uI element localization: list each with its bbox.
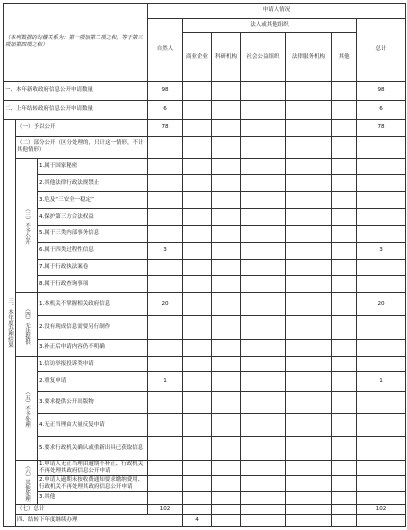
cell-total: 102: [357, 504, 406, 515]
cell-natural: 98: [148, 81, 183, 100]
cell-total: 20: [357, 293, 406, 316]
cell-natural: [148, 225, 183, 242]
table-row: [4, 492, 406, 505]
cell-total: [357, 357, 406, 372]
cell-natural: [148, 414, 183, 437]
row-label: 8.属于行政查询事项: [38, 276, 148, 293]
cell-total: [357, 392, 406, 414]
table-row: [4, 242, 406, 259]
cell-total: [357, 316, 406, 339]
row-label: 1.属于国家秘密: [38, 158, 148, 175]
cell-natural: 3: [148, 242, 183, 259]
cell-natural: [148, 460, 183, 476]
row-label: 4.保护第三方合法权益: [38, 209, 148, 226]
header-research-institution: 科研机构: [212, 33, 241, 81]
cell-total: [357, 192, 406, 209]
row-label: 7.属于行政执法案卷: [38, 259, 148, 276]
row-label: 4.无正当理由大量反复申请: [38, 414, 148, 437]
cell-total: [357, 437, 406, 460]
row-label: 2.其他法律行政法规禁止: [38, 175, 148, 192]
cell-natural: 78: [148, 119, 183, 136]
row-label: 3.危及“三安全一稳定”: [38, 192, 148, 209]
cell-total: [357, 225, 406, 242]
row-label: 1.信访举报投诉类申请: [38, 357, 148, 372]
table-row: [4, 460, 406, 476]
group-label-not-disclosed: （三）不予公开: [16, 158, 38, 293]
table-row: [4, 225, 406, 242]
row-label: 5.属于三类内部事务信息: [38, 225, 148, 242]
cell-total: 78: [357, 119, 406, 136]
table-row: [4, 414, 406, 437]
cell-natural: [148, 437, 183, 460]
cell-natural: 102: [148, 504, 183, 515]
row-label: 6.属于四类过程性信息: [38, 242, 148, 259]
cell-natural: [148, 158, 183, 175]
row-label: （二）部分公开（区分处理的，只计这一情形，不计其他情形）: [16, 136, 148, 158]
cell-natural: [148, 492, 183, 505]
table-row: [4, 293, 406, 316]
table-row: [4, 515, 406, 527]
cell-natural: [148, 476, 183, 492]
header-commercial-enterprise: 商业企业: [183, 33, 212, 81]
row-label: 2.申请人逾期未按收费通知要求缴纳费用、行政机关不再处理其政府信息公开申请: [38, 476, 148, 492]
table-row: [4, 175, 406, 192]
cell-natural: [148, 357, 183, 372]
table-row: [4, 372, 406, 392]
header-applicant-situation: 申请人情况: [148, 4, 406, 19]
cell-natural: [148, 392, 183, 414]
cell-natural: [148, 316, 183, 339]
table-row: [4, 276, 406, 293]
cell-total: [357, 175, 406, 192]
header-natural-person: 自然人: [148, 18, 183, 81]
header-other: 其他: [332, 33, 357, 81]
header-social-welfare-org: 社会公益组织: [241, 33, 286, 81]
cell-total: 98: [357, 81, 406, 100]
cell-total: [357, 276, 406, 293]
table-row: [4, 192, 406, 209]
row-label: 2.没有现成信息需要另行制作: [38, 316, 148, 339]
row-label: 3.其他: [38, 492, 148, 505]
row-label: （七）总计: [16, 504, 148, 515]
cell-total: [357, 492, 406, 505]
disclosure-table-page: [3, 3, 405, 527]
cell-natural: [148, 192, 183, 209]
row-label: 5.要求行政机关确认或重新出具已获取信息: [38, 437, 148, 460]
table-row: [4, 316, 406, 339]
cell-natural: [148, 276, 183, 293]
row-label: （一）予以公开: [16, 119, 148, 136]
table-row: [4, 259, 406, 276]
row-label: 四、结转下年度继续办理: [16, 515, 183, 527]
table-row: [4, 339, 406, 357]
table-row: [4, 476, 406, 492]
table-row: [4, 158, 406, 175]
table-row: [4, 136, 406, 158]
section-three-label: 三、本年度办理结果: [4, 119, 16, 526]
cell-total: [357, 339, 406, 357]
header-note: （本列数据的勾稽关系为：第一项加第二项之和，等于第三项加第四项之和）: [4, 4, 148, 82]
row-label: 1.本机关不掌握相关政府信息: [38, 293, 148, 316]
row-label: 二、上年结转政府信息公开申请数量: [4, 100, 148, 119]
cell-natural: [148, 339, 183, 357]
table-row: [4, 392, 406, 414]
cell-total: [357, 259, 406, 276]
cell-total: [357, 158, 406, 175]
row-label: 2.重复申请: [38, 372, 148, 392]
table-row: [4, 504, 406, 515]
table-row: [4, 100, 406, 119]
cell-natural: 4: [183, 515, 212, 527]
group-label-unable-to-provide: （四）无法提供: [16, 293, 38, 357]
table-row: [4, 119, 406, 136]
cell-total: 3: [357, 242, 406, 259]
group-label-not-processed: （五）不予处理: [16, 357, 38, 460]
table-row: [4, 357, 406, 372]
cell-natural: [148, 209, 183, 226]
row-label: 一、本年新收政府信息公开申请数量: [4, 81, 148, 100]
cell-natural: [148, 175, 183, 192]
header-legal-service-org: 法律服务机构: [286, 33, 332, 81]
cell-natural: 6: [148, 100, 183, 119]
cell-natural: 20: [148, 293, 183, 316]
table-row: [4, 437, 406, 460]
header-total: 总计: [357, 18, 406, 81]
row-label: 1.申请人无正当理由逾期不补正、行政机关不再处理其政府信息公开申请: [38, 460, 148, 476]
table-row: [4, 209, 406, 226]
cell-total: [357, 460, 406, 476]
header-legal-and-other-orgs: 法人或其他组织: [183, 18, 357, 33]
cell-natural: 1: [148, 372, 183, 392]
disclosure-statistics-table: [3, 3, 406, 527]
group-label-other-processing: （六）其他处理: [16, 460, 38, 504]
cell-total: 1: [357, 372, 406, 392]
cell-total: 6: [357, 100, 406, 119]
cell-total: [357, 476, 406, 492]
cell-natural: [148, 259, 183, 276]
cell-total: [357, 209, 406, 226]
row-label: 3.要求提供公开出版物: [38, 392, 148, 414]
table-row: [4, 81, 406, 100]
cell-total: [357, 414, 406, 437]
row-label: 3.补正后申请内容仍不明确: [38, 339, 148, 357]
